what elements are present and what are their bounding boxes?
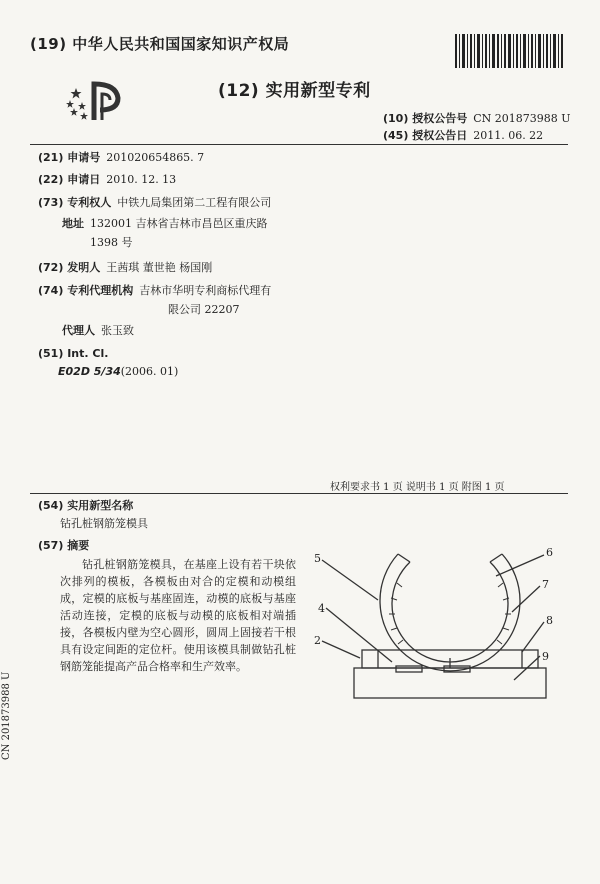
office-name: (19) 中华人民共和国国家知识产权局 [30,35,290,53]
agent-row [62,323,134,339]
barcode-icon [455,34,563,68]
inventors-value: 王茜琪 董世艳 杨国刚 [106,261,213,274]
patentee-row [38,195,271,211]
inventors-label: (72) 发明人 [38,261,101,274]
int-cl-year: (2006. 01) [120,365,179,378]
utility-model-title: 钻孔桩钢筋笼模具 [60,517,148,530]
agency-label: (74) 专利代理机构 [38,284,134,297]
patent-type-title: (12) 实用新型专利 [218,81,371,101]
address-line-1: 132001 吉林省吉林市昌邑区重庆路 [90,217,268,230]
publication-number-label: (10) 授权公告号 [383,112,468,125]
abstract-label [38,538,89,554]
figure-label: 9 [542,650,549,663]
int-cl-code-row [58,364,178,380]
page-count-info: 权利要求书 1 页 说明书 1 页 附图 1 页 [330,482,505,493]
address-label: 地址 [62,217,84,230]
figure-label: 2 [314,634,321,647]
int-cl-label [38,346,108,362]
bibliographic-divider [30,493,568,494]
abstract-text: 钻孔桩钢筋笼模具，在基座上设有若干块依次排列的模板，各模板由对合的定模和动模组成，定模的底板与基座固连，动模的底板与基座活动连接，定模的底板与动模的底板相对端插接，各模板内壁为空心圆形，圆周上固接若干根具有设定间距的定位杆。使用该模具制做钻孔桩钢筋笼能提高产品合格率和生产效率。 [60,558,296,673]
address-line-2: 1398 号 [90,236,133,249]
publication-number-row [383,110,571,126]
int-cl-code: E02D 5/34 [58,365,121,378]
patentee-value: 中铁九局集团第二工程有限公司 [117,196,272,209]
publication-date-row [383,127,543,143]
mold-outer-shell [380,554,520,671]
mold-inner-wall [392,562,508,662]
figure-label: 4 [318,602,325,615]
agency-line-2: 限公司 22207 [168,303,240,316]
figure-label: 6 [546,546,553,559]
cnipa-logo-icon [66,80,126,122]
figure-label: 5 [314,552,321,565]
header-divider [30,144,568,145]
side-publication-number: CN 201873988 U [1,671,12,760]
inventors-row [38,260,212,276]
agency-row [38,283,271,299]
application-number-value: 201020654865. 7 [106,151,205,164]
abstract-label-text: (57) 摘要 [38,539,90,552]
application-number-label: (21) 申请号 [38,151,101,164]
figure-label: 8 [546,614,553,627]
utility-model-title-label-text: (54) 实用新型名称 [38,499,134,512]
int-cl-label-text: (51) Int. Cl. [38,347,109,360]
utility-model-title-label [38,498,133,514]
publication-date-label: (45) 授权公告日 [383,129,468,142]
publication-number-value: CN 201873988 U [473,112,571,125]
agent-label: 代理人 [62,324,95,337]
insert-left [396,666,422,672]
application-date-label: (22) 申请日 [38,173,101,186]
figure-label: 7 [542,578,549,591]
positioning-rods [389,583,511,644]
patentee-label: (73) 专利权人 [38,196,112,209]
application-date-value: 2010. 12. 13 [106,173,177,186]
application-date-row [38,172,176,188]
application-number-row [38,150,204,166]
address-row [62,216,268,232]
mold-drawing [300,540,570,720]
agent-value: 张玉致 [101,324,134,337]
agency-line-1: 吉林市华明专利商标代理有 [139,284,272,297]
publication-date-value: 2011. 06. 22 [473,129,544,142]
